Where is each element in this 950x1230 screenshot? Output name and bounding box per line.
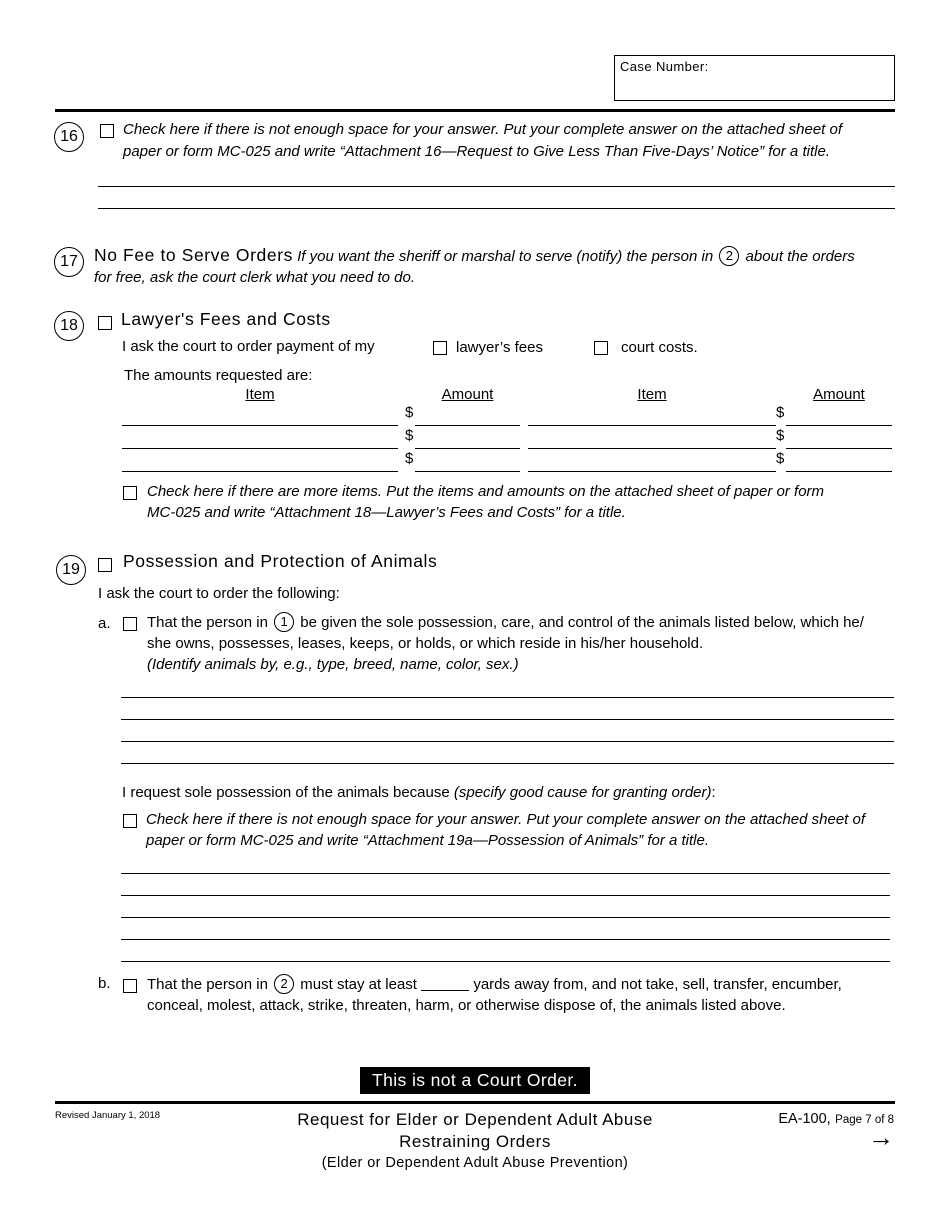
item-17-text-after: about the orders (745, 248, 855, 265)
party-2-ref: 2 (719, 246, 739, 266)
case-number-label: Case Number: (620, 59, 709, 74)
fee-item-line[interactable] (528, 448, 776, 449)
column-header-amount: Amount (441, 386, 494, 403)
reason-answer-line[interactable] (121, 873, 890, 874)
party-2-ref: 2 (274, 974, 294, 994)
fee-amount-line[interactable] (415, 448, 520, 449)
item-17-number: 17 (54, 247, 84, 277)
animals-answer-line[interactable] (121, 763, 894, 764)
reason-answer-line[interactable] (121, 961, 890, 962)
animals-answer-line[interactable] (121, 697, 894, 698)
fee-item-line[interactable] (528, 471, 776, 472)
item-19a-space-checkbox[interactable] (123, 814, 137, 828)
form-subtitle: (Elder or Dependent Adult Abuse Prevention) (321, 1155, 629, 1171)
column-header-amount: Amount (813, 386, 865, 403)
item-18-request-text: I ask the court to order payment of my (122, 338, 375, 355)
item-19a-space-line1: Check here if there is not enough space for your answer. Put your complete answer on the attached sheet of (146, 811, 866, 828)
item-19b-text-after: yards away from, and not take, sell, transfer, encumber, (473, 976, 842, 993)
lawyers-fees-label: lawyer’s fees (456, 339, 543, 356)
amounts-intro: The amounts requested are: (124, 367, 313, 384)
animals-answer-line[interactable] (121, 719, 894, 720)
item-18-checkbox[interactable] (98, 316, 112, 330)
item-16-text-line1: Check here if there is not enough space for your answer. Put your complete answer on the attached sheet of (123, 121, 843, 138)
reason-line (122, 782, 716, 803)
footer-rule (55, 1101, 895, 1104)
dollar-sign: $ (405, 427, 414, 444)
dollar-sign: $ (776, 404, 785, 421)
item-19a-line1 (147, 612, 864, 633)
item-19-number: 19 (56, 555, 86, 585)
fee-amount-line[interactable] (786, 471, 892, 472)
not-court-order-notice: This is not a Court Order. (360, 1067, 590, 1094)
item-19-intro: I ask the court to order the following: (98, 585, 340, 602)
animals-answer-line[interactable] (121, 741, 894, 742)
reason-answer-line[interactable] (121, 917, 890, 918)
item-19a-line3: (Identify animals by, e.g., type, breed, name, color, sex.) (147, 656, 519, 673)
item-18-title: Lawyer's Fees and Costs (121, 309, 331, 329)
fee-amount-line[interactable] (786, 425, 892, 426)
lawyers-fees-checkbox[interactable] (433, 341, 447, 355)
item-19b-line1 (147, 974, 842, 995)
yards-distance-field[interactable] (421, 976, 469, 991)
case-number-box[interactable] (614, 55, 895, 101)
item-16-checkbox[interactable] (100, 124, 114, 138)
item-17-text: If you want the sheriff or marshal to serve (notify) the person in (297, 248, 714, 265)
item-18-number: 18 (54, 311, 84, 341)
dollar-sign: $ (776, 427, 785, 444)
fee-amount-line[interactable] (786, 448, 892, 449)
fee-item-line[interactable] (122, 471, 398, 472)
party-1-ref: 1 (274, 612, 294, 632)
more-items-line1: Check here if there are more items. Put the items and amounts on the attached sheet of paper or form (147, 483, 825, 500)
item-19-checkbox[interactable] (98, 558, 112, 572)
item-16-answer-line[interactable] (98, 186, 895, 187)
next-page-arrow-icon[interactable]: → (868, 1122, 894, 1152)
item-19a-label: a. (98, 615, 111, 632)
court-costs-label: court costs. (621, 339, 698, 356)
item-16-number: 16 (54, 122, 84, 152)
reason-answer-line[interactable] (121, 939, 890, 940)
reason-answer-line[interactable] (121, 895, 890, 896)
fee-amount-line[interactable] (415, 471, 520, 472)
item-16-text-line2: paper or form MC-025 and write “Attachment 16—Request to Give Less Than Five-Days’ Notice” for a title. (123, 143, 830, 160)
column-header-item: Item (245, 386, 275, 403)
item-19a-line2: she owns, possesses, leases, keeps, or holds, or which reside in his/her household. (147, 635, 704, 652)
revised-date: Revised January 1, 2018 (55, 1110, 161, 1121)
fee-item-line[interactable] (528, 425, 776, 426)
fee-amount-line[interactable] (415, 425, 520, 426)
reason-instruction: (specify good cause for granting order) (453, 784, 712, 801)
item-19a-checkbox[interactable] (123, 617, 137, 631)
item-19b-text: That the person in (147, 976, 268, 993)
fee-item-line[interactable] (122, 425, 398, 426)
item-19-title: Possession and Protection of Animals (123, 551, 438, 571)
item-19b-checkbox[interactable] (123, 979, 137, 993)
top-rule (55, 109, 895, 112)
item-19a-text-after: be given the sole possession, care, and control of the animals listed below, which he/ (300, 614, 864, 631)
page-number: Page 7 of 8 (835, 1114, 894, 1126)
dollar-sign: $ (776, 450, 785, 467)
item-19a-text: That the person in (147, 614, 268, 631)
dollar-sign: $ (405, 404, 414, 421)
more-items-line2: MC-025 and write “Attachment 18—Lawyer’s Fees and Costs” for a title. (147, 504, 626, 521)
item-19b-line2: conceal, molest, attack, strike, threaten, harm, or otherwise dispose of, the animals listed above. (147, 997, 786, 1014)
item-19b-text-mid: must stay at least (300, 976, 417, 993)
dollar-sign: $ (405, 450, 414, 467)
item-19a-space-line2: paper or form MC-025 and write “Attachment 19a—Possession of Animals” for a title. (146, 832, 710, 849)
item-16-answer-line[interactable] (98, 208, 895, 209)
form-title-line2: Restraining Orders (399, 1132, 551, 1151)
form-title-line1: Request for Elder or Dependent Adult Abuse (297, 1110, 653, 1129)
item-17-line1 (94, 245, 855, 267)
item-17-title: No Fee to Serve Orders (94, 245, 293, 265)
form-id: EA-100, (778, 1111, 831, 1127)
reason-text: I request sole possession of the animals because (122, 784, 450, 801)
court-costs-checkbox[interactable] (594, 341, 608, 355)
more-items-checkbox[interactable] (123, 486, 137, 500)
column-header-item: Item (637, 386, 667, 403)
item-17-text-line2: for free, ask the court clerk what you need to do. (94, 269, 416, 286)
fee-item-line[interactable] (122, 448, 398, 449)
reason-colon: : (711, 784, 716, 801)
item-19b-label: b. (98, 975, 111, 992)
